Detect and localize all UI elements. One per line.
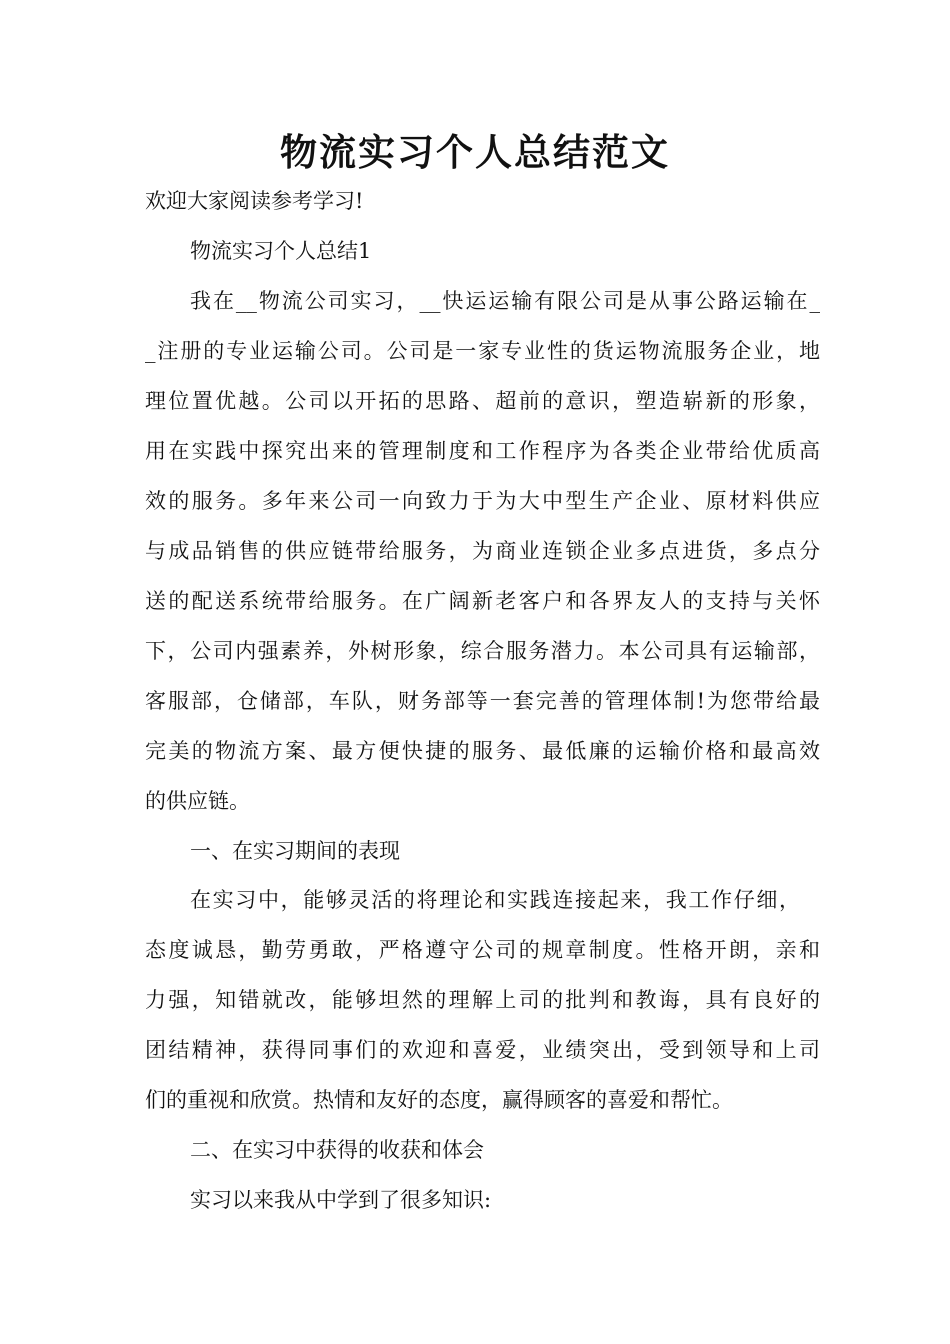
document-title: 物流实习个人总结范文 bbox=[280, 130, 670, 174]
paragraph-line: 的供应链。 bbox=[145, 789, 250, 813]
paragraph-line: 送的配送系统带给服务。在广阔新老客户和各界友人的支持与关怀 bbox=[145, 589, 820, 613]
paragraph-line: 在实习中，能够灵活的将理论和实践连接起来，我工作仔细， bbox=[190, 888, 800, 912]
paragraph-line: 实习以来我从中学到了很多知识: bbox=[190, 1188, 492, 1212]
section-heading-gains: 二、在实习中获得的收获和体会 bbox=[190, 1138, 484, 1162]
paragraph-line: 下，公司内强素养，外树形象，综合服务潜力。本公司具有运输部， bbox=[145, 639, 820, 663]
paragraph-line: 用在实践中探究出来的管理制度和工作程序为各类企业带给优质高 bbox=[145, 439, 820, 463]
intro-text: 欢迎大家阅读参考学习! bbox=[145, 189, 364, 213]
paragraph-line: 团结精神，获得同事们的欢迎和喜爱，业绩突出，受到领导和上司 bbox=[145, 1038, 820, 1062]
paragraph-line: 我在__物流公司实习，__快运运输有限公司是从事公路运输在_ bbox=[190, 289, 820, 313]
paragraph-line: 理位置优越。公司以开拓的思路、超前的意识，塑造崭新的形象， bbox=[145, 389, 820, 413]
paragraph-line: 态度诚恳，勤劳勇敢，严格遵守公司的规章制度。性格开朗，亲和 bbox=[145, 938, 820, 962]
paragraph-line: 与成品销售的供应链带给服务，为商业连锁企业多点进货，多点分 bbox=[145, 539, 820, 563]
paragraph-line: 客服部，仓储部，车队，财务部等一套完善的管理体制!为您带给最 bbox=[145, 689, 820, 713]
paragraph-line: _注册的专业运输公司。公司是一家专业性的货运物流服务企业，地 bbox=[145, 339, 820, 363]
section-heading: 物流实习个人总结1 bbox=[190, 239, 372, 263]
paragraph-line: 力强，知错就改，能够坦然的理解上司的批判和教诲，具有良好的 bbox=[145, 988, 820, 1012]
paragraph-line: 效的服务。多年来公司一向致力于为大中型生产企业、原材料供应 bbox=[145, 489, 820, 513]
section-heading-performance: 一、在实习期间的表现 bbox=[190, 839, 400, 863]
paragraph-line: 完美的物流方案、最方便快捷的服务、最低廉的运输价格和最高效 bbox=[145, 739, 820, 763]
paragraph-line: 们的重视和欣赏。热情和友好的态度，赢得顾客的喜爱和帮忙。 bbox=[145, 1088, 733, 1112]
